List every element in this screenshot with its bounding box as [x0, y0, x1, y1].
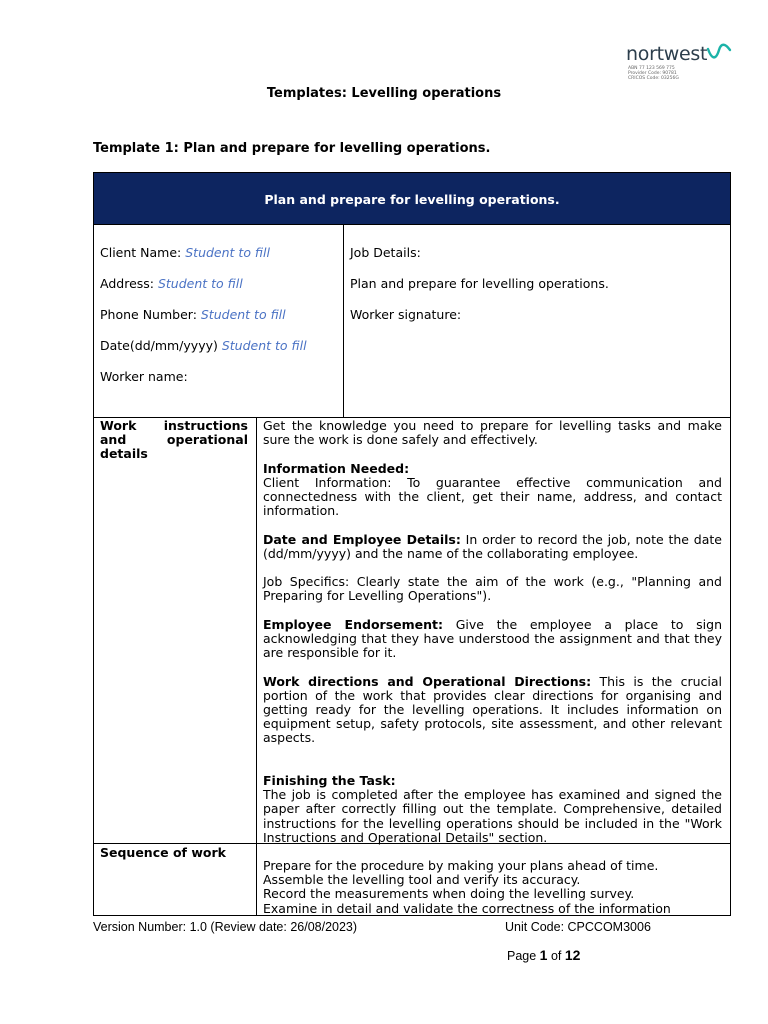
label-word-and: and	[100, 432, 127, 448]
endorsement-text: Give the employee a place to sign acknowledging that they have understood the assignment and that they are responsible for it.	[263, 616, 722, 661]
work-directions-text: This is the crucial portion of the work that provides clear directions for organising and getting ready for the levelling operations. It includes information on equipment setup, safety protocols, site assessment, and other relevant aspects.	[263, 673, 722, 746]
date-details-heading: Date and Employee Details:	[263, 531, 461, 547]
date-field[interactable]	[100, 338, 307, 369]
sequence-step: Prepare for the procedure by making your plans ahead of time.	[263, 858, 659, 873]
finishing-heading: Finishing the Task:	[263, 772, 396, 788]
info-needed-paragraph	[263, 462, 722, 519]
address-label: Address:	[100, 276, 158, 291]
phone-label: Phone Number:	[100, 307, 201, 322]
finishing-paragraph	[263, 774, 722, 845]
page-of: of	[547, 949, 565, 963]
intro-paragraph: Get the knowledge you need to prepare for levelling tasks and make sure the work is done safely and effectively.	[263, 418, 722, 448]
nortwest-logo	[622, 38, 732, 86]
info-divider	[343, 225, 344, 417]
worker-name-label: Worker name:	[100, 369, 188, 384]
template-heading: Template 1: Plan and prepare for levelling operations.	[93, 141, 491, 156]
sequence-step: Examine in detail and validate the correctness of the information	[263, 900, 671, 916]
logo-provider-code: Provider Code: 90781	[628, 71, 677, 76]
logo-cricos-code: CRICOS Code: 03256G	[628, 76, 679, 81]
worker-signature-field[interactable]: Worker signature:	[350, 307, 462, 322]
sequence-step: Record the measurements when doing the levelling survey.	[263, 886, 635, 902]
address-field[interactable]	[100, 276, 307, 307]
date-label: Date(dd/mm/yyyy)	[100, 338, 222, 353]
page-total: 12	[564, 947, 581, 963]
footer-unit-code: Unit Code: CPCCOM3006	[505, 920, 651, 934]
phone-field[interactable]	[100, 307, 307, 338]
sequence-of-work-content	[263, 859, 722, 916]
logo-wordmark: nortwest	[626, 43, 708, 65]
label-word-details: details	[100, 446, 148, 462]
page-number	[507, 947, 580, 963]
info-needed-heading: Information Needed:	[263, 460, 410, 476]
table-column-divider	[256, 418, 257, 915]
address-placeholder: Student to fill	[157, 276, 243, 291]
instructions-table	[93, 418, 731, 916]
endorsement-paragraph	[263, 618, 722, 661]
client-name-placeholder: Student to fill	[185, 245, 270, 260]
client-name-label: Client Name:	[100, 245, 186, 260]
info-right-column	[350, 245, 609, 338]
date-details-paragraph	[263, 533, 722, 561]
footer-version: Version Number: 1.0 (Review date: 26/08/2023)	[93, 920, 358, 934]
info-section	[93, 225, 731, 418]
logo-abn: ABN 77 123 569 775	[628, 66, 675, 71]
work-directions-paragraph	[263, 675, 722, 746]
worker-name-field[interactable]	[100, 369, 307, 400]
page-prefix: Page	[507, 949, 540, 963]
work-instructions-content	[263, 419, 722, 845]
finishing-text: The job is completed after the employee has examined and signed the paper after correctly filling out the template. Comprehensive, detailed instructions for the levelling operations should be included in the "Work Instructions and Operational Details" section.	[263, 787, 722, 845]
form-header: Plan and prepare for levelling operations.	[93, 172, 731, 225]
info-needed-text: Client Information: To guarantee effective communication and connectedness with the client, get their name, address, and contact information.	[263, 474, 722, 519]
job-details-value: Plan and prepare for levelling operations.	[350, 276, 609, 291]
date-placeholder: Student to fill	[221, 338, 307, 353]
info-left-column	[100, 245, 307, 400]
client-name-field[interactable]	[100, 245, 307, 276]
phone-placeholder: Student to fill	[200, 307, 286, 322]
job-details-label: Job Details:	[350, 245, 421, 260]
work-instructions-label	[100, 419, 248, 462]
logo-wave-icon	[706, 40, 732, 66]
date-details-text: In order to record the job, note the date (dd/mm/yyyy) and the name of the collaborating employee.	[263, 531, 722, 561]
label-word-operational: operational	[166, 432, 248, 448]
sequence-of-work-label: Sequence of work	[100, 845, 226, 860]
job-specifics-paragraph: Job Specifics: Clearly state the aim of the work (e.g., "Planning and Preparing for Levelling Operations").	[263, 574, 722, 604]
work-directions-heading: Work directions and Operational Directions:	[263, 673, 592, 689]
label-word-instructions: instructions	[163, 418, 248, 433]
endorsement-heading: Employee Endorsement:	[263, 616, 443, 632]
document-title: Templates: Levelling operations	[266, 86, 502, 101]
label-word-work: Work	[100, 418, 137, 433]
page-current: 1	[539, 947, 548, 963]
sequence-step: Assemble the levelling tool and verify its accuracy.	[263, 872, 581, 888]
